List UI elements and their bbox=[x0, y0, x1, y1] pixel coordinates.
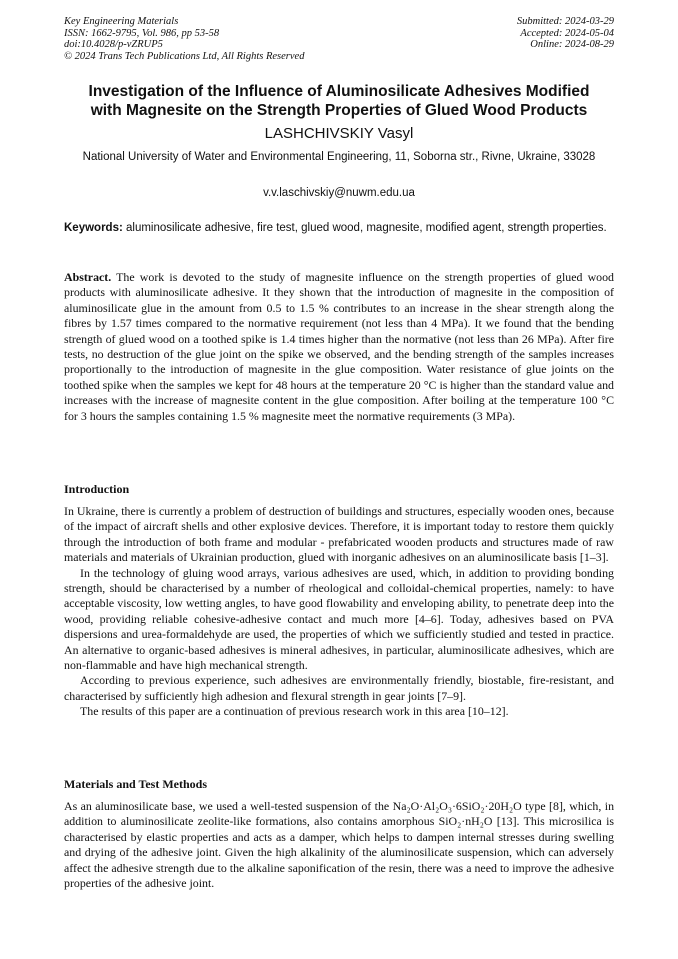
intro-paragraph: The results of this paper are a continuation of previous research work in this area [10–12]. bbox=[80, 704, 509, 719]
author-name: LASHCHIVSKIY Vasyl bbox=[264, 125, 414, 142]
formula-suspension: Na₂O·Al₂O₃·6SiO₂·20H₂O bbox=[392, 799, 522, 813]
introduction-heading: Introduction bbox=[64, 482, 130, 496]
introduction-body bbox=[64, 504, 614, 720]
materials-paragraph bbox=[64, 799, 614, 891]
journal-name: Key Engineering Materials bbox=[64, 16, 179, 27]
author-affiliation: National University of Water and Environmental Engineering, 11, Soborna str., Rivne, Ukraine, 33028 bbox=[82, 151, 596, 163]
abstract-label: Abstract. bbox=[64, 270, 112, 284]
date-online: Online: 2024-08-29 bbox=[530, 39, 614, 50]
publication-dates bbox=[517, 16, 614, 51]
formula-silica: SiO₂·nH₂O bbox=[438, 814, 493, 829]
abstract bbox=[64, 270, 614, 424]
title-line-2: with Magnesite on the Strength Properties of Glued Wood Products bbox=[90, 102, 588, 119]
abstract-text: The work is devoted to the study of magnesite influence on the strength properties of glued wood products with aluminosilicate adhesive. It they shown that the introduction of magnesite in the composition of aluminosilicate glue in the amount from 0.5 to 1.5 % contributes to an increase in the shear strength along the fibres by 1.57 times compared to the normative requirement (not less than 4 MPa). It we found that the bending strength of glued wood on a toothed spike is 1.4 times higher than the normative (not less than 26 MPa). After fire tests, no destruction of the glue joint on the spike we observed, and the bending strength of the samples increases proportionally to the introduction of magnesite in the glue composition. Water resistance of glue joints on the toothed spike when the samples we kept for 48 hours at the temperature 20 °C is higher than the standard value and increases with the increase of magnesite content in the glue composition. After boiling at the temperature 100 °C for 3 hours the samples containing 1.5 % magnesite meet the normative requirements (3 MPa). bbox=[64, 270, 614, 423]
materials-heading: Materials and Test Methods bbox=[64, 777, 208, 791]
journal-doi[interactable]: doi:10.4028/p-vZRUP5 bbox=[64, 39, 163, 50]
intro-paragraph: In the technology of gluing wood arrays, various adhesives are used, which, in addition to providing bonding strength, should be characterised by a number of rheological and colloidal-chemical properties, namely: to have acceptable viscosity, low wetting angles, to have good flowability and enveloping ability, to penetrate deep into the wood, providing reliable cohesive-adhesive contact and much more [4–6]. Today, adhesives based on PVA dispersions and urea-formaldehyde are used, the properties of which we sufficiently studied and tested in practice. An alternative to organic-based adhesives is mineral adhesives, in particular, aluminosilicate adhesives, which are non-flammable and have high mechanical strength. bbox=[64, 565, 614, 673]
journal-issn: ISSN: 1662-9795, Vol. 986, pp 53-58 bbox=[64, 27, 220, 39]
materials-text-3: [13]. This microsilica is characterised by elastic properties and acts as a damper, which helps to dampen internal stresses during swelling and drying of the adhesive joint. Given the high alkalinity of the aluminosilicate suspension, which can adversely affect the adhesive strength due to the alkaline saponification of the resin, there was a need to improve the adhesive properties of the adhesive joint. bbox=[64, 814, 615, 891]
paper-title bbox=[60, 82, 618, 120]
author-email[interactable]: v.v.laschivskiy@nuwm.edu.ua bbox=[263, 187, 415, 199]
title-line-1: Investigation of the Influence of Aluminosilicate Adhesives Modified bbox=[88, 83, 590, 100]
date-accepted: Accepted: 2024-05-04 bbox=[520, 27, 614, 39]
materials-text-2: type [8], which, in addition to aluminosilicate zeolite-like formations, also contains amorphous bbox=[64, 799, 615, 829]
journal-copyright: © 2024 Trans Tech Publications Ltd, All Rights Reserved bbox=[64, 50, 305, 62]
materials-text-1: As an aluminosilicate base, we used a well-tested suspension of the bbox=[64, 799, 393, 813]
materials-body bbox=[64, 799, 614, 891]
intro-paragraph: According to previous experience, such adhesives are environmentally friendly, biostable, fire-resistant, and characterised by sufficiently high adhesion and flexural strength in gear joints [7–9]. bbox=[64, 673, 614, 703]
keywords bbox=[64, 221, 614, 235]
journal-header bbox=[64, 16, 304, 62]
keywords-text: aluminosilicate adhesive, fire test, glued wood, magnesite, modified agent, strength properties. bbox=[122, 222, 607, 234]
keywords-label: Keywords: bbox=[64, 222, 123, 234]
intro-paragraph: In Ukraine, there is currently a problem of destruction of buildings and structures, especially wooden ones, because of the impact of aircraft shells and other explosive devices. Therefore, it is important today to restore them quickly through the introduction of both frame and modular - prefabricated wooden products and structures made of raw materials and materials of Ukrainian production, glued with inorganic adhesives on an aluminosilicate basis [1–3]. bbox=[64, 504, 614, 565]
date-submitted: Submitted: 2024-03-29 bbox=[516, 16, 614, 27]
